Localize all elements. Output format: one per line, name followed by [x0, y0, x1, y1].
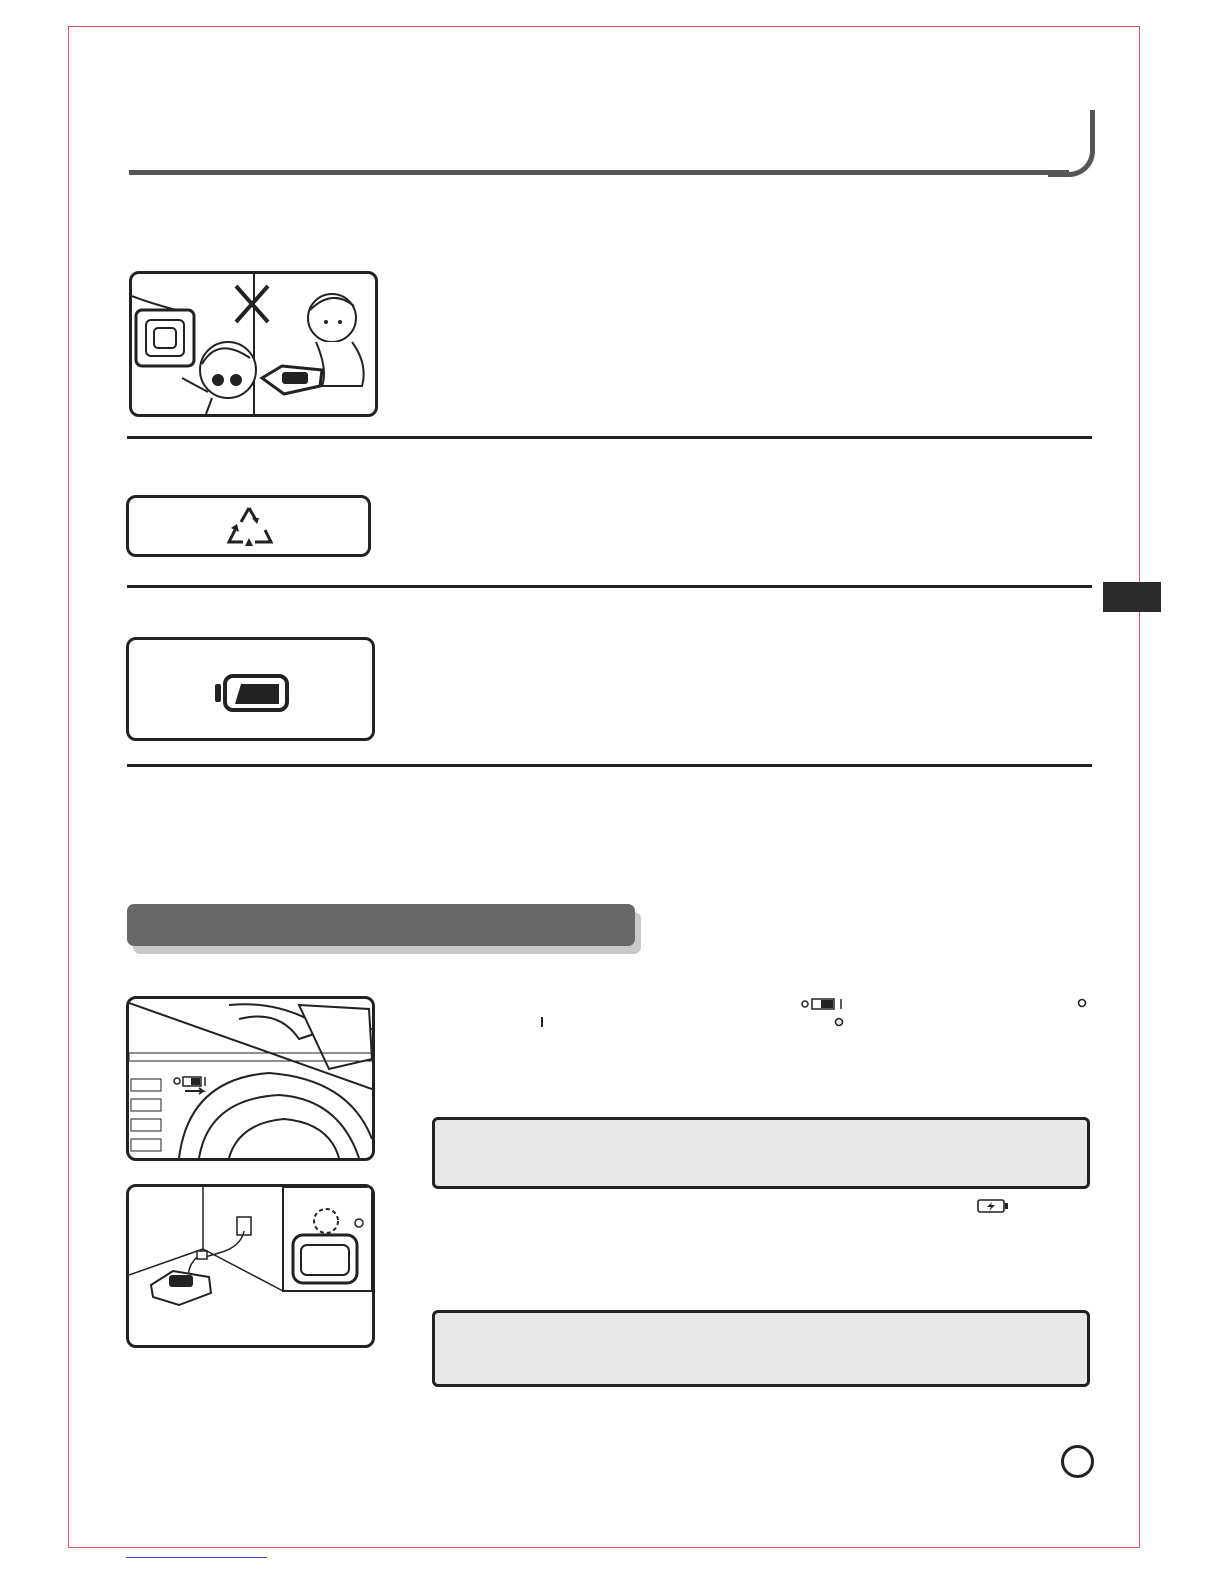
power-off-circle-icon — [1077, 998, 1087, 1008]
step-1-text — [432, 995, 1090, 1035]
power-switch-icon — [801, 998, 845, 1010]
note-box-2 — [432, 1310, 1090, 1387]
child-safety-illustration — [129, 271, 378, 417]
section-rule-1 — [127, 436, 1092, 439]
setup-banner — [127, 904, 635, 946]
power-off-circle-icon — [834, 1017, 844, 1027]
section-rule-2 — [127, 585, 1092, 588]
page-number — [1061, 1445, 1094, 1478]
battery-icon — [213, 674, 289, 712]
battery-charging-icon — [977, 1199, 1009, 1213]
child-safety-drawing — [132, 274, 375, 414]
side-tab — [1103, 582, 1161, 612]
charging-illustration — [126, 1184, 375, 1348]
footer-link[interactable] — [126, 1557, 267, 1558]
recycle-box — [126, 495, 371, 557]
note-1-text — [435, 1120, 1087, 1144]
charging-drawing — [129, 1187, 372, 1345]
recycle-icon — [225, 504, 273, 550]
power-switch-illustration — [126, 996, 375, 1161]
note-box-1 — [432, 1117, 1090, 1189]
note-2-text — [435, 1313, 1087, 1337]
header-rule — [129, 170, 1069, 175]
power-on-bar-icon — [539, 1016, 545, 1028]
section-rule-3 — [127, 764, 1092, 767]
battery-box — [126, 637, 375, 741]
header-corner — [1048, 110, 1095, 177]
power-switch-drawing — [129, 999, 372, 1158]
